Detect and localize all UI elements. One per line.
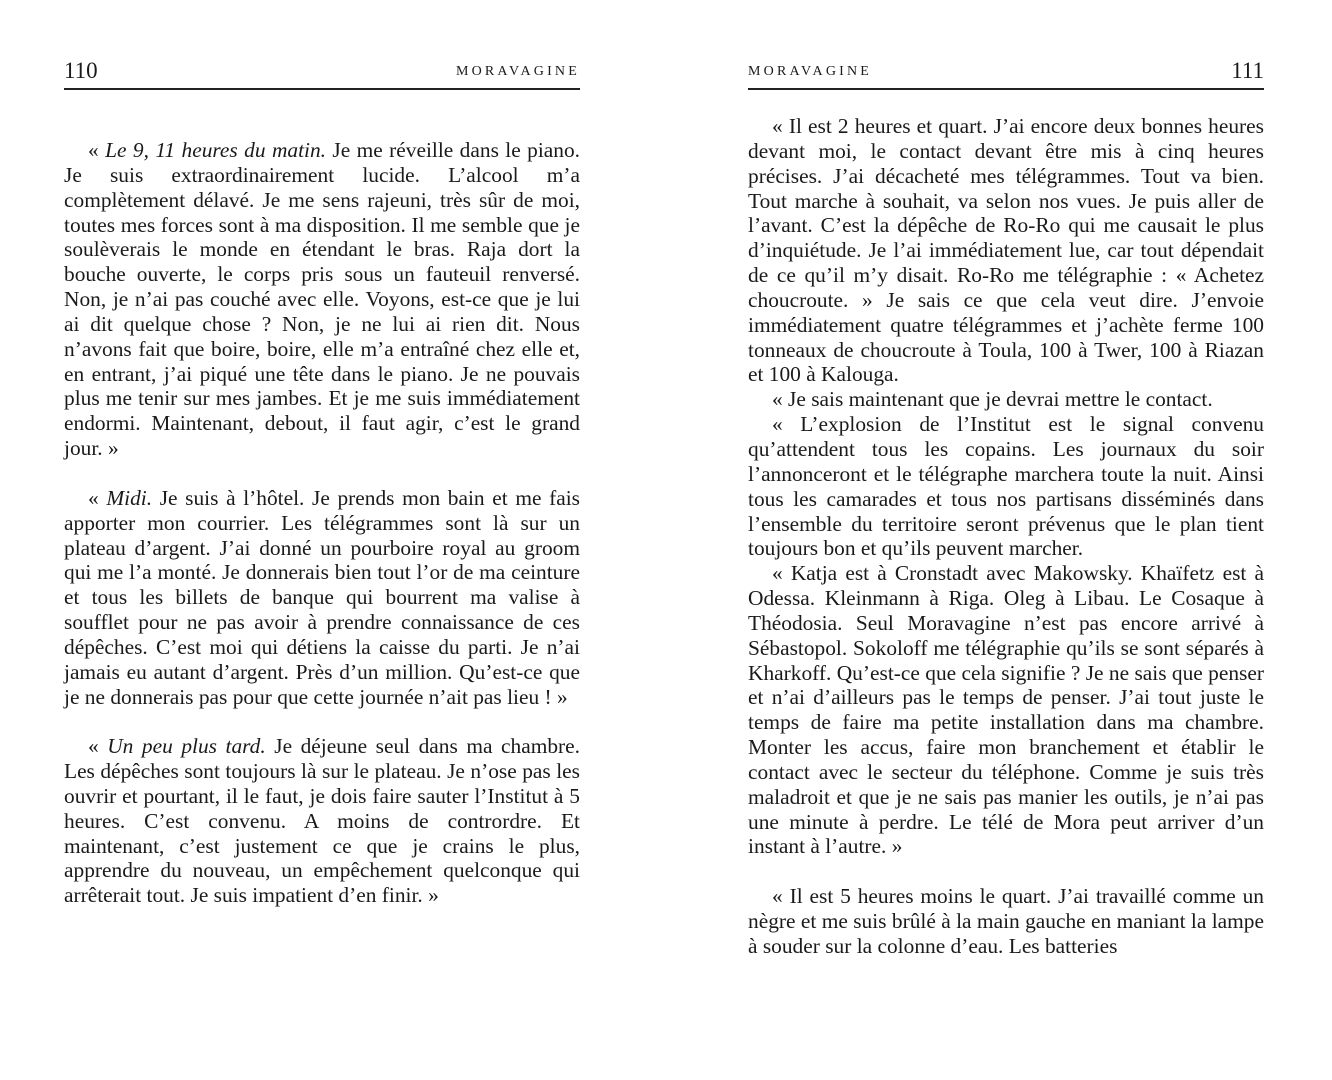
- page-body: [64, 138, 580, 908]
- paragraph: « Katja est à Cronstadt avec Makowsky. Khaïfetz est à Odessa. Kleinmann à Riga. Oleg à Libau. Le Cosaque à Théodosia. Seul Moravagine n’est pas encore arrivé à Sébastopol. Sokoloff me télégraphie qu’ils se sont séparés à Kharkoff. Qu’est-ce que cela signifie ? Je ne sais que penser et n’ai d’ailleurs pas le temps de penser. J’ai tout juste le temps de faire ma petite installation dans ma chambre. Monter les accus, faire mon branchement et établir le contact avec le secteur du téléphone. Comme je suis très maladroit et que je ne sais pas manier les outils, je n’ai pas une minute à perdre. Le télé de Mora peut arriver d’un instant à l’autre. »: [748, 561, 1264, 859]
- paragraph: « Il est 2 heures et quart. J’ai encore deux bonnes heures devant moi, le contact devant être mis à cinq heures précises. J’ai décacheté mes télégrammes. Tout va bien. Tout marche à souhait, va selon nos vues. Je puis aller de l’avant. C’est la dépêche de Ro-Ro qui me causait le plus d’inquiétude. Je l’ai immédiatement lue, car tout dépendait de ce qu’il m’y disait. Ro-Ro me télégraphie : « Achetez choucroute. » Je sais ce que cela veut dire. J’envoie immédiatement quatre télégrammes et j’achète ferme 100 tonneaux de choucroute à Toula, 100 à Twer, 100 à Riazan et 100 à Kalouga.: [748, 114, 1264, 387]
- paragraph: « L’explosion de l’Institut est le signal convenu qu’attendent tous les copains. Les journaux du soir l’annonceront et le télégraphe marchera toute la nuit. Ainsi tous les camarades et tous nos partisans disséminés dans l’ensemble du territoire seront prévenus que le plan tient toujours bon et qu’ils peuvent marcher.: [748, 412, 1264, 561]
- page-header: [748, 56, 1264, 90]
- running-head: MORAVAGINE: [455, 64, 580, 79]
- entry-heading: Le 9, 11 heures du matin.: [105, 138, 327, 162]
- paragraph: « Un peu plus tard. Je déjeune seul dans ma chambre. Les dépêches sont toujours là sur le plateau. Je n’ose pas les ouvrir et pourtant, il le faut, je dois faire sauter l’Institut à 5 heures. C’est convenu. A moins de contrordre. Et maintenant, c’est justement ce que je crains le plus, apprendre du nouveau, un empêchement quelconque qui arrêterait tout. Je suis impatient d’en finir. »: [64, 734, 580, 908]
- entry-heading: Midi.: [106, 485, 153, 510]
- paragraph: « Le 9, 11 heures du matin. Je me réveille dans le piano. Je suis extraordinairement lucide. L’alcool m’a complètement délavé. Je me sens rajeuni, très sûr de moi, toutes mes forces sont à ma disposition. Il me semble que je soulèverais le monde en étendant le bras. Raja dort la bouche ouverte, le corps pris sous un fauteuil renversé. Non, je n’ai pas couché avec elle. Voyons, est-ce que je lui ai dit quelque chose ? Non, je ne lui ai rien dit. Nous n’avons fait que boire, boire, elle m’a entraîné chez elle et, en entrant, j’ai piqué une tête dans le piano. Je ne pouvais plus me tenir sur mes jambes. Et je me suis immédiatement endormi. Maintenant, debout, il faut agir, c’est le grand jour. »: [64, 138, 580, 461]
- page-header: [64, 56, 580, 90]
- page-body: [748, 114, 1264, 959]
- paragraph: « Je sais maintenant que je devrai mettre le contact.: [772, 387, 1213, 412]
- paragraph: « Il est 5 heures moins le quart. J’ai travaillé comme un nègre et me suis brûlé à la main gauche en maniant la lampe à souder sur la colonne d’eau. Les batteries: [748, 884, 1264, 958]
- paragraph: « Midi. Je suis à l’hôtel. Je prends mon bain et me fais apporter mon courrier. Les télégrammes sont là sur un plateau d’argent. J’ai donné un pourboire royal au groom qui me l’a monté. Je donnerais bien tout l’or de ma ceinture et tous les billets de banque qui bourrent ma valise à soufflet pour ne pas avoir à prendre connaissance de ces dépêches. C’est moi qui détiens la caisse du parti. Je n’ai jamais eu autant d’argent. Près d’un million. Qu’est-ce que je ne donnerais pas pour que cette journée n’ait pas lieu ! »: [64, 485, 580, 709]
- entry-heading: Un peu plus tard.: [107, 734, 266, 759]
- page-number: 110: [64, 58, 98, 83]
- page-number: 111: [1231, 58, 1264, 83]
- running-head: MORAVAGINE: [748, 64, 873, 79]
